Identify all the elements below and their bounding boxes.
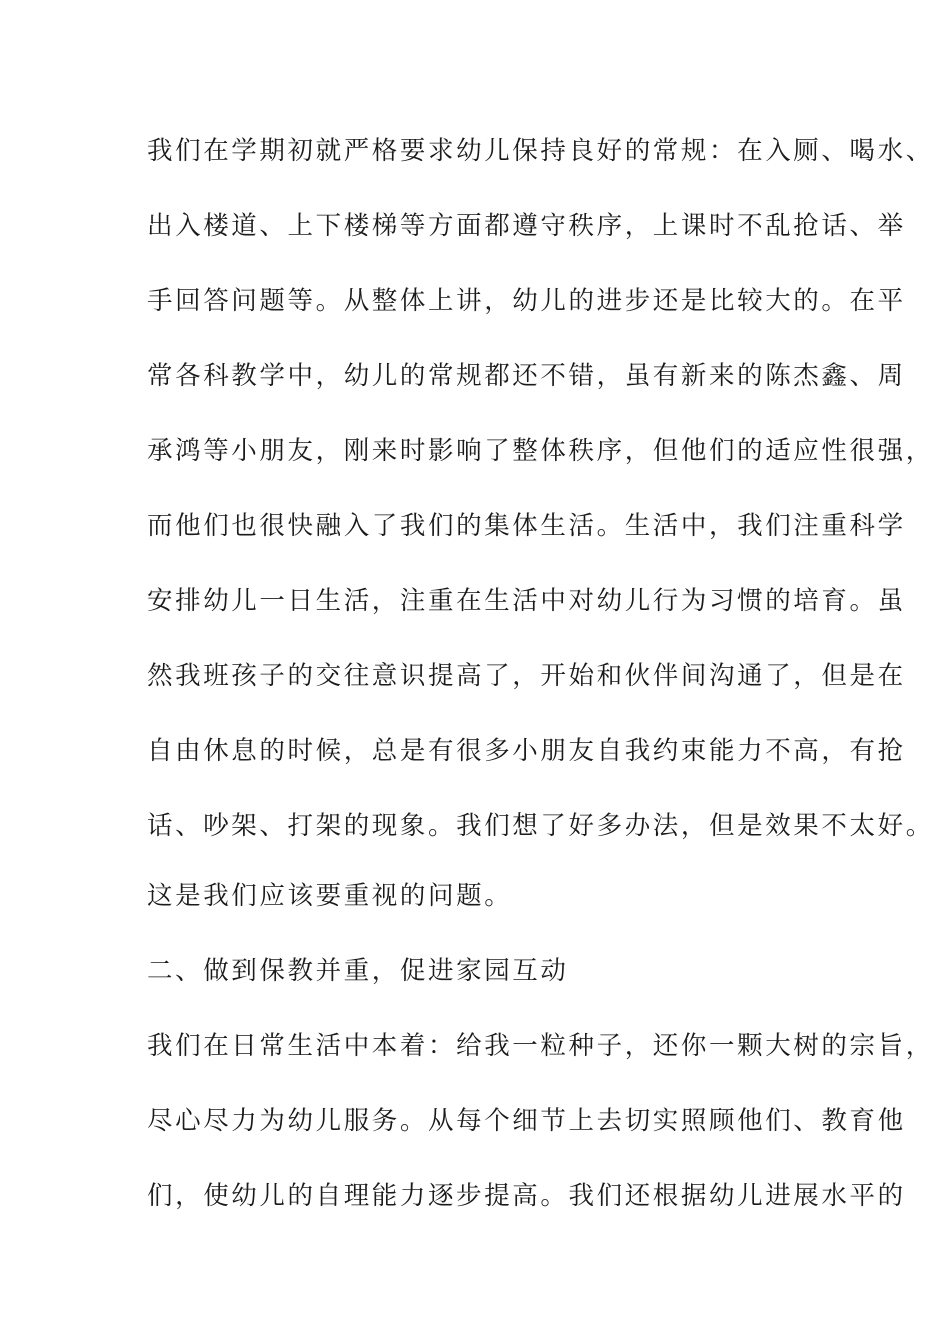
- paragraph-line: 手回答问题等。从整体上讲，幼儿的进步还是比较大的。在平: [147, 286, 906, 316]
- paragraph-line: 安排幼儿一日生活，注重在生活中对幼儿行为习惯的培育。虽: [147, 586, 906, 616]
- paragraph-line: 们，使幼儿的自理能力逐步提高。我们还根据幼儿进展水平的: [147, 1181, 906, 1211]
- paragraph-line: 然我班孩子的交往意识提高了，开始和伙伴间沟通了，但是在: [147, 661, 906, 691]
- paragraph-line: 我们在日常生活中本着：给我一粒种子，还你一颗大树的宗旨，: [147, 1031, 934, 1061]
- paragraph-line: 出入楼道、上下楼梯等方面都遵守秩序，上课时不乱抢话、举: [147, 211, 906, 241]
- paragraph-line: 这是我们应该要重视的问题。: [147, 881, 513, 911]
- section-heading: 二、做到保教并重，促进家园互动: [147, 956, 569, 986]
- paragraph-line: 我们在学期初就严格要求幼儿保持良好的常规：在入厕、喝水、: [147, 136, 934, 166]
- paragraph-line: 承鸿等小朋友，刚来时影响了整体秩序，但他们的适应性很强，: [147, 436, 934, 466]
- paragraph-line: 自由休息的时候，总是有很多小朋友自我约束能力不高，有抢: [147, 736, 906, 766]
- paragraph-line: 话、吵架、打架的现象。我们想了好多办法，但是效果不太好。: [147, 811, 934, 841]
- paragraph-line: 尽心尽力为幼儿服务。从每个细节上去切实照顾他们、教育他: [147, 1106, 906, 1136]
- paragraph-line: 而他们也很快融入了我们的集体生活。生活中，我们注重科学: [147, 511, 906, 541]
- paragraph-line: 常各科教学中，幼儿的常规都还不错，虽有新来的陈杰鑫、周: [147, 361, 906, 391]
